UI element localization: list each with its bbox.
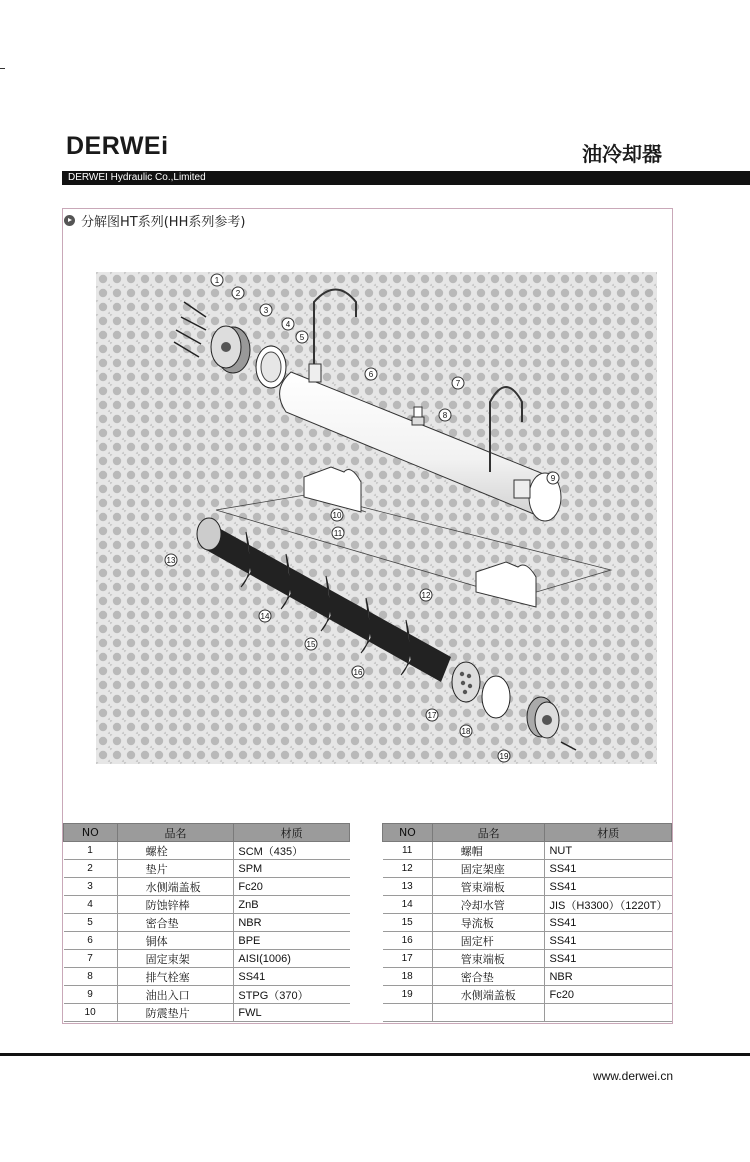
part-name: 油出入口 bbox=[117, 986, 234, 1004]
callout-label-7: 7 bbox=[455, 379, 461, 388]
part-no: 11 bbox=[383, 842, 433, 860]
parts-table-right bbox=[382, 823, 672, 1022]
col-header-no: NO bbox=[64, 824, 118, 842]
part-material: SCM（435） bbox=[234, 842, 350, 860]
part-no: 17 bbox=[383, 950, 433, 968]
part-no: 19 bbox=[383, 986, 433, 1004]
part-no: 12 bbox=[383, 860, 433, 878]
play-bullet-icon bbox=[64, 215, 75, 226]
callout-label-15: 15 bbox=[306, 640, 316, 649]
part-material: FWL bbox=[234, 1004, 350, 1022]
part-material: Fc20 bbox=[545, 986, 672, 1004]
table-row bbox=[64, 950, 350, 968]
part-name: 螺帽 bbox=[432, 842, 545, 860]
exploded-view-diagram bbox=[96, 272, 657, 764]
col-header-material: 材质 bbox=[545, 824, 672, 842]
part-material: SS41 bbox=[545, 932, 672, 950]
table-row bbox=[64, 842, 350, 860]
callout-label-4: 4 bbox=[285, 320, 291, 329]
part-no: 4 bbox=[64, 896, 118, 914]
part-no: 13 bbox=[383, 878, 433, 896]
part-name: 防震垫片 bbox=[117, 1004, 234, 1022]
part-name: 固定架座 bbox=[432, 860, 545, 878]
table-row bbox=[64, 896, 350, 914]
col-header-name: 品名 bbox=[117, 824, 234, 842]
part-name: 水侧端盖板 bbox=[432, 986, 545, 1004]
part-material: SS41 bbox=[545, 878, 672, 896]
callout-label-13: 13 bbox=[166, 556, 176, 565]
parts-table-left bbox=[63, 823, 350, 1022]
part-material: SS41 bbox=[234, 968, 350, 986]
footer-divider bbox=[0, 1053, 750, 1056]
part-no: 16 bbox=[383, 932, 433, 950]
table-row bbox=[383, 986, 672, 1004]
col-header-name: 品名 bbox=[432, 824, 545, 842]
part-no: 2 bbox=[64, 860, 118, 878]
part-name: 铜体 bbox=[117, 932, 234, 950]
part-name: 固定束架 bbox=[117, 950, 234, 968]
callout-label-10: 10 bbox=[332, 511, 342, 520]
callout-label-11: 11 bbox=[333, 529, 343, 538]
part-no: 1 bbox=[64, 842, 118, 860]
table-row bbox=[64, 1004, 350, 1022]
part-material: AISI(1006) bbox=[234, 950, 350, 968]
part-no bbox=[383, 1004, 433, 1022]
part-no: 8 bbox=[64, 968, 118, 986]
part-material: ZnB bbox=[234, 896, 350, 914]
part-name: 冷却水管 bbox=[432, 896, 545, 914]
company-name: DERWEI Hydraulic Co.,Limited bbox=[68, 172, 206, 183]
table-row bbox=[64, 914, 350, 932]
tube-sheet-right bbox=[452, 662, 480, 702]
table-row bbox=[64, 968, 350, 986]
callout-label-8: 8 bbox=[442, 411, 448, 420]
part-material: SPM bbox=[234, 860, 350, 878]
callout-label-3: 3 bbox=[263, 306, 269, 315]
col-header-material: 材质 bbox=[234, 824, 350, 842]
table-row bbox=[383, 932, 672, 950]
part-name: 导流板 bbox=[432, 914, 545, 932]
callout-label-16: 16 bbox=[353, 668, 363, 677]
section-heading bbox=[64, 211, 245, 230]
part-name: 密合垫 bbox=[117, 914, 234, 932]
part-no: 14 bbox=[383, 896, 433, 914]
part-name: 管束端板 bbox=[432, 950, 545, 968]
website-url: www.derwei.cn bbox=[592, 1069, 673, 1083]
table-row bbox=[383, 914, 672, 932]
callout-label-2: 2 bbox=[235, 289, 241, 298]
part-no: 5 bbox=[64, 914, 118, 932]
part-material: BPE bbox=[234, 932, 350, 950]
callout-label-12: 12 bbox=[421, 591, 431, 600]
vent-plug bbox=[412, 407, 424, 425]
page-title: 油冷却器 bbox=[582, 142, 662, 166]
part-material bbox=[545, 1004, 672, 1022]
part-name: 排气栓塞 bbox=[117, 968, 234, 986]
callout-label-5: 5 bbox=[299, 333, 305, 342]
part-name: 垫片 bbox=[117, 860, 234, 878]
part-material: NUT bbox=[545, 842, 672, 860]
part-name: 管束端板 bbox=[432, 878, 545, 896]
part-no: 9 bbox=[64, 986, 118, 1004]
col-header-no: NO bbox=[383, 824, 433, 842]
part-name: 密合垫 bbox=[432, 968, 545, 986]
callout-label-1: 1 bbox=[214, 276, 220, 285]
table-row bbox=[383, 842, 672, 860]
table-row bbox=[383, 950, 672, 968]
table-header-row bbox=[64, 824, 350, 842]
part-no: 10 bbox=[64, 1004, 118, 1022]
callout-label-17: 17 bbox=[427, 711, 437, 720]
table-row bbox=[64, 986, 350, 1004]
oil-port bbox=[514, 480, 530, 498]
part-no: 18 bbox=[383, 968, 433, 986]
part-material: NBR bbox=[545, 968, 672, 986]
part-no: 7 bbox=[64, 950, 118, 968]
part-no: 3 bbox=[64, 878, 118, 896]
callout-label-14: 14 bbox=[260, 612, 270, 621]
part-no: 15 bbox=[383, 914, 433, 932]
part-material: STPG（370） bbox=[234, 986, 350, 1004]
header-bar bbox=[62, 171, 750, 185]
table-row bbox=[383, 878, 672, 896]
part-material: SS41 bbox=[545, 914, 672, 932]
part-material: JIS（H3300）（1220T） bbox=[545, 896, 672, 914]
gasket-left bbox=[256, 346, 286, 388]
table-row bbox=[383, 896, 672, 914]
part-name: 水侧端盖板 bbox=[117, 878, 234, 896]
part-name: 螺栓 bbox=[117, 842, 234, 860]
table-row bbox=[64, 878, 350, 896]
company-logo: DERWEi bbox=[66, 132, 169, 160]
part-no: 6 bbox=[64, 932, 118, 950]
part-material: NBR bbox=[234, 914, 350, 932]
callout-label-6: 6 bbox=[368, 370, 374, 379]
callout-label-18: 18 bbox=[461, 727, 471, 736]
table-row bbox=[64, 932, 350, 950]
part-material: SS41 bbox=[545, 860, 672, 878]
part-name bbox=[432, 1004, 545, 1022]
crop-mark bbox=[0, 68, 5, 69]
table-row bbox=[383, 968, 672, 986]
callout-label-19: 19 bbox=[499, 752, 509, 761]
table-row bbox=[383, 860, 672, 878]
gasket-right bbox=[482, 676, 510, 718]
section-title: 分解图HT系列(HH系列参考) bbox=[81, 215, 246, 230]
part-material: SS41 bbox=[545, 950, 672, 968]
table-row bbox=[64, 860, 350, 878]
table-header-row bbox=[383, 824, 672, 842]
callout-label-9: 9 bbox=[550, 474, 556, 483]
pipe-nozzle-left bbox=[309, 364, 321, 382]
table-row bbox=[383, 1004, 672, 1022]
part-name: 固定杆 bbox=[432, 932, 545, 950]
part-name: 防蚀锌棒 bbox=[117, 896, 234, 914]
part-material: Fc20 bbox=[234, 878, 350, 896]
